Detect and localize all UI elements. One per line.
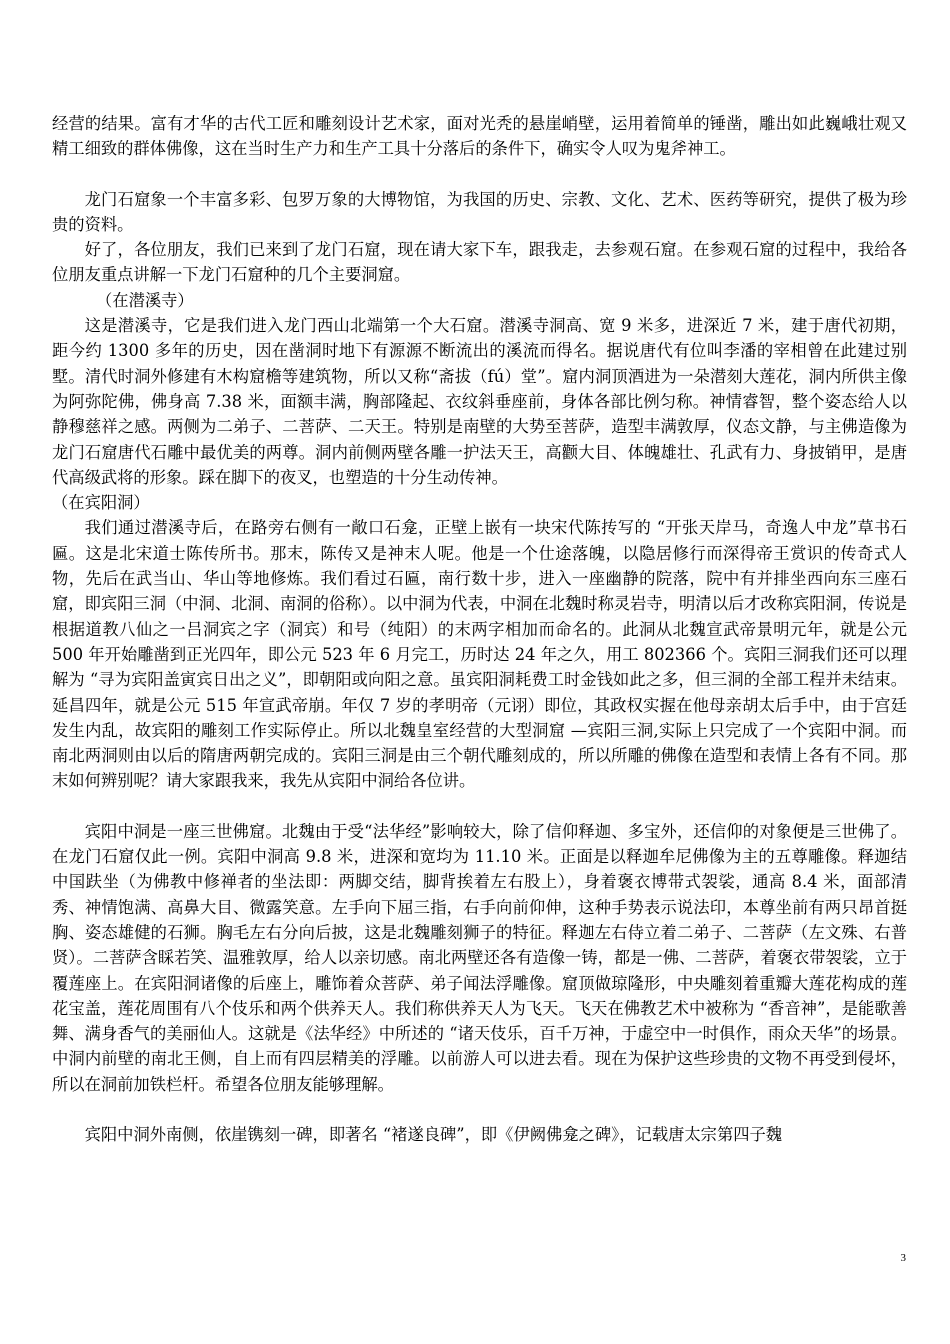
paragraph-arrival: 好了，各位朋友，我们已来到了龙门石窟，现在请大家下车，跟我走，去参观石窟。在参观石窟的过程中，我给各位朋友重点讲解一下龙门石窟种的几个主要洞窟。 (52, 240, 907, 285)
section-note-binyang-cave: （在宾阳洞） (52, 493, 150, 513)
page-number: 3 (900, 1252, 906, 1264)
paragraph-intro-continuation: 经营的结果。富有才华的古代工匠和雕刻设计艺术家，面对光秃的悬崖峭壁，运用着简单的锤凿，雕出如此巍峨壮观又精工细致的群体佛像，这在当时生产力和生产工具十分落后的条件下，确实令人叹为鬼斧神工。 (52, 114, 907, 159)
paragraph-qianxi-temple: 这是潜溪寺，它是我们进入龙门西山北端第一个大石窟。潜溪寺洞高、宽 9 米多，进深近 7 米，建于唐代初期，距今约 1300 多年的历史，因在凿洞时地下有源源不断流出的溪流而得名。据说唐代有位叫李潘的宰相曾在此建过别墅。清代时洞外修建有木构窟檐等建筑物，所以又称“斋拔（fú）堂”。窟内洞顶酒进为一朵潜刻大莲花，洞内所供主像为阿弥陀佛，佛身高 7.38 米，面额丰满，胸部隆起、衣纹斜垂座前，身体各部比例匀称。神情睿智，整个姿态给人以静穆慈祥之感。两侧为二弟子、二菩萨、二天王。特别是南壁的大势至菩萨，造型丰满敦厚，仪态文静，与主佛造像为龙门石窟唐代石雕中最优美的两尊。洞内前侧两壁各雕一护法天王，高颧大目、体魄雄壮、孔武有力、身披销甲，是唐代高级武将的形象。踩在脚下的夜叉，也塑造的十分生动传神。 (52, 316, 907, 487)
section-note-qianxi-temple: （在潜溪寺） (96, 290, 194, 310)
paragraph-chu-suiliang-stele: 宾阳中洞外南侧，依崖镌刻一碑，即著名 “褚遂良碑”，即《伊阙佛龛之碑》，记载唐太宗第四子魏 (84, 1124, 783, 1144)
document-body (52, 111, 907, 1147)
paragraph-binyang-caves: 我们通过潜溪寺后，在路旁右侧有一敞口石龛，正壁上嵌有一块宋代陈抟写的 “开张天岸马，奇逸人中龙”草书石匾。这是北宋道士陈传所书。那末，陈传又是神末人呢。他是一个仕途落魄，以隐居修行而深得帝王赏识的传奇式人物，先后在武当山、华山等地修炼。我们看过石匾，南行数十步，进入一座幽静的院落，院中有并排坐西向东三座石窟，即宾阳三洞（中洞、北洞、南洞的俗称）。以中洞为代表，中洞在北魏时称灵岩寺，明清以后才改称宾阳洞，传说是根据道教八仙之一吕洞宾之字（洞宾）和号（纯阳）的末两字相加而命名的。此洞从北魏宣武帝景明元年，就是公元 500 年开始雕凿到正光四年，即公元 523 年 6 月完工，历时达 24 年之久，用工 802366 个。宾阳三洞我们还可以理解为 “寻为宾阳盖寅宾日出之义”，即朝阳或向阳之意。虽宾阳洞耗费工时金钱如此之多，但三洞的全部工程并未结束。延昌四年，就是公元 515 年宣武帝崩。年仅 7 岁的孝明帝（元诩）即位，其政权实握在他母亲胡太后手中，由于宫廷发生内乱，故宾阳的雕刻工作实际停止。所以北魏皇室经营的大型洞窟 —宾阳三洞,实际上只完成了一个宾阳中洞。而南北两洞则由以后的隋唐两朝完成的。宾阳三洞是由三个朝代雕刻成的，所以所雕的佛像在造型和表情上各有不同。那末如何辨别呢？请大家跟我来，我先从宾阳中洞给各位讲。 (52, 518, 907, 791)
paragraph-binyang-middle-cave: 宾阳中洞是一座三世佛窟。北魏由于受“法华经”影响较大，除了信仰释迦、多宝外，还信仰的对象便是三世佛了。在龙门石窟仅此一例。宾阳中洞高 9.8 米，进深和宽均为 11.10 米。正面是以释迦牟尼佛像为主的五尊雕像。释迦结中国趺坐（为佛教中修禅者的坐法即：两脚交结，脚背挨着左右股上），身着褒衣博带式袈裟，通高 8.4 米，面部清秀、神情饱满、高鼻大目、微露笑意。左手向下屈三指，右手向前仰伸，这种手势表示说法印，本尊坐前有两只昂首挺胸、姿态雄健的石狮。胸毛左右分向后披，这是北魏雕刻狮子的特征。释迦左右侍立着二弟子、二菩萨（左文殊、右普贤）。二菩萨含睬若笑、温雅敦厚，给人以亲切感。南北两壁还各有造像一铸，都是一佛、二菩萨，着褒衣带袈裟，立于覆莲座上。在宾阳洞诸像的后座上，雕饰着众菩萨、弟子闻法浮雕像。窟顶做琼隆形，中央雕刻着重瓣大莲花构成的莲花宝盖，莲花周围有八个伎乐和两个供养天人。我们称供养天人为飞天。飞天在佛教艺术中被称为 “香音神”，是能歌善舞、满身香气的美丽仙人。这就是《法华经》中所述的 “诸天伎乐，百千万神，于虚空中一时俱作，雨众天华”的场景。中洞内前壁的南北王侧，自上而有四层精美的浮雕。以前游人可以进去看。现在为保护这些珍贵的文物不再受到侵坏，所以在洞前加铁栏杆。希望各位朋友能够理解。 (52, 821, 907, 1094)
paragraph-museum: 龙门石窟象一个丰富多彩、包罗万象的大博物馆，为我国的历史、宗教、文化、艺术、医药等研究，提供了极为珍贵的资料。 (52, 189, 907, 234)
